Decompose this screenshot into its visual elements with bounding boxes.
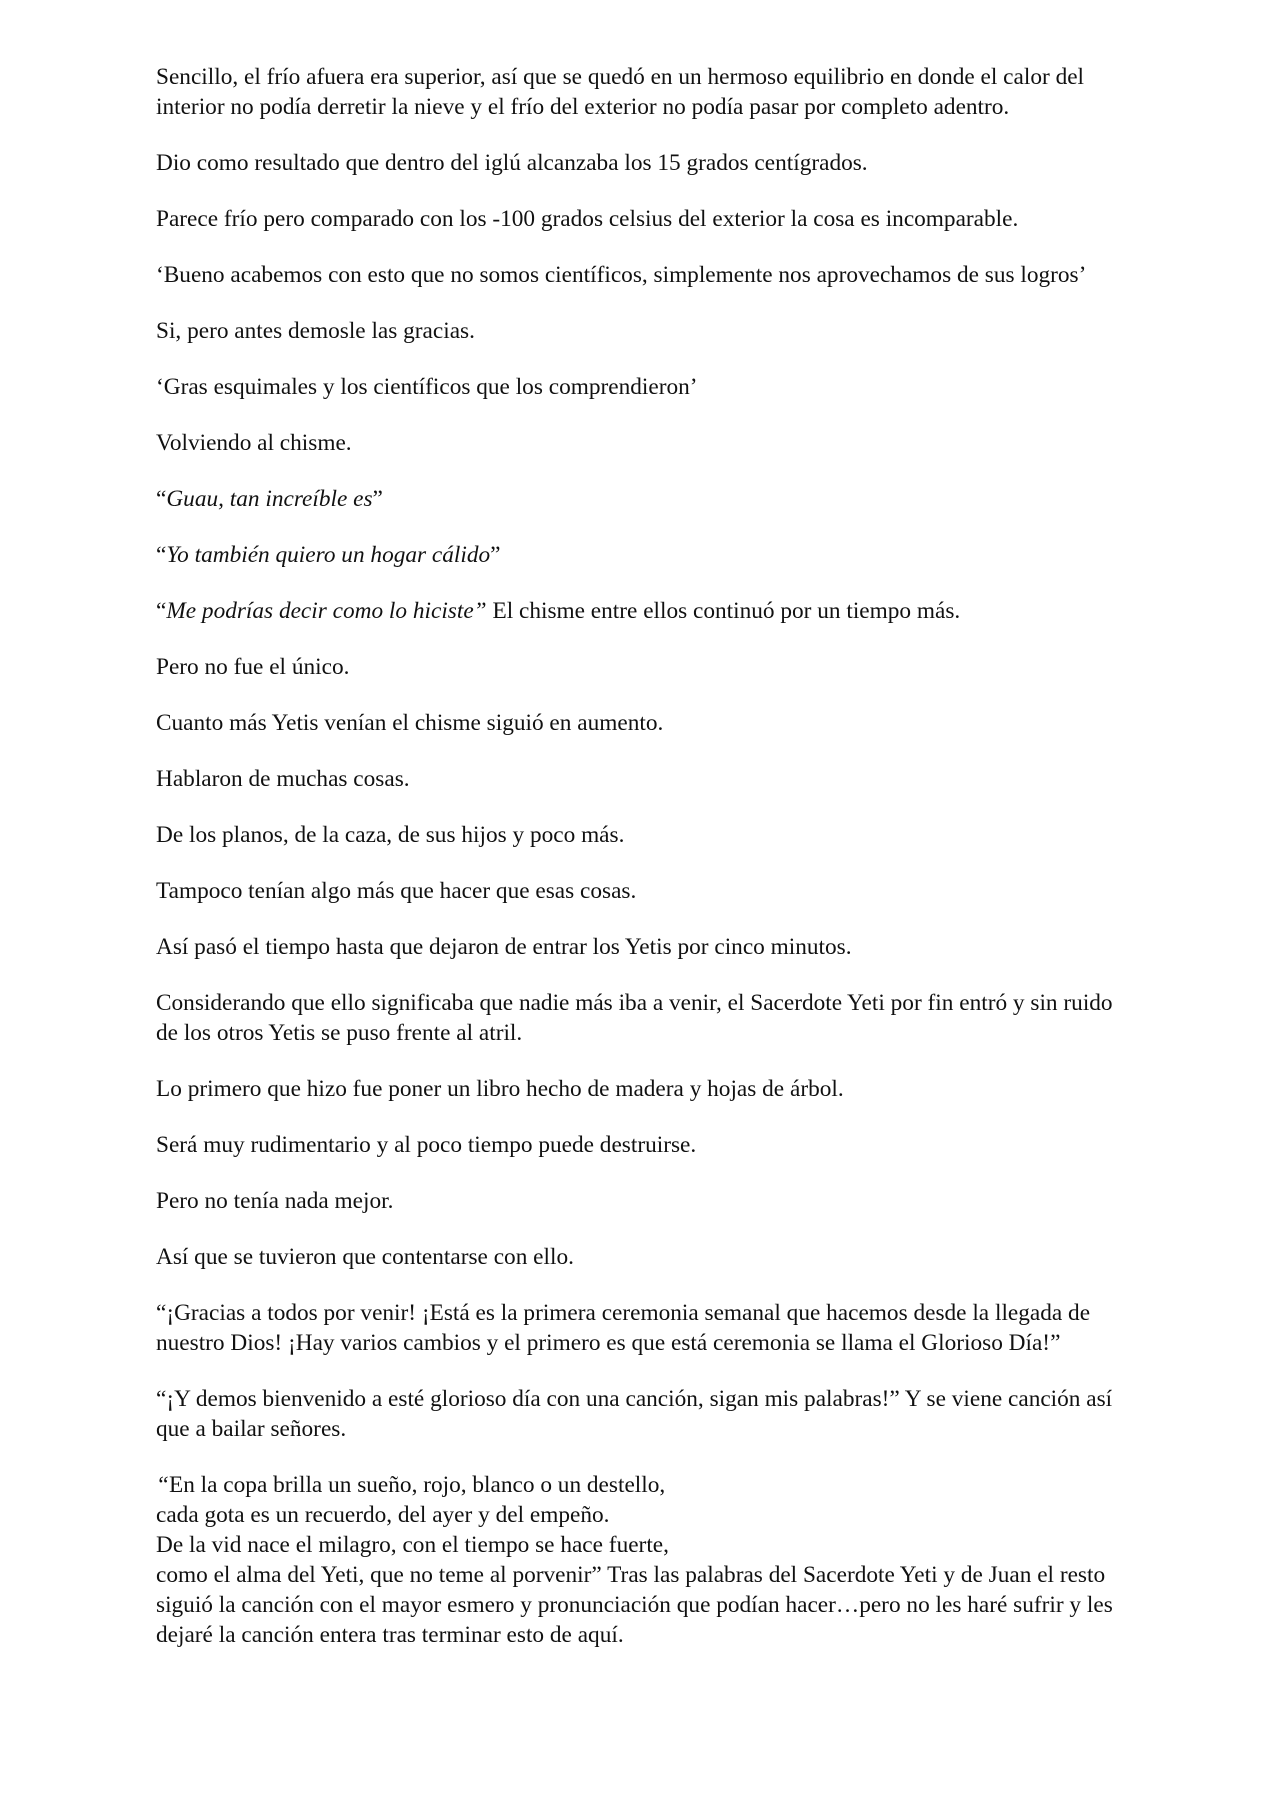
paragraph: “¡Gracias a todos por venir! ¡Está es la primera ceremonia semanal que hacemos desde la llegada de nuestro Dios! ¡Hay varios cambios y el primero es que está ceremonia se llama el Glorioso Día!” xyxy=(156,1300,1091,1356)
song-line: cada gota es un recuerdo, del ayer y del empeño. xyxy=(156,1502,610,1528)
close-quote: ” xyxy=(490,542,501,568)
song-line xyxy=(156,1470,1136,1500)
song-line-text: En la copa brilla un sueño, rojo, blanco o un destello, xyxy=(168,1472,666,1498)
paragraph: Dio como resultado que dentro del iglú alcanzaba los 15 grados centígrados. xyxy=(156,150,868,176)
open-quote: “ xyxy=(156,542,167,568)
paragraph: Si, pero antes demosle las gracias. xyxy=(156,318,475,344)
paragraph: Pero no fue el único. xyxy=(156,654,350,680)
dialogue-italic: Me podrías decir como lo hiciste” xyxy=(166,598,487,624)
song-line: De la vid nace el milagro, con el tiempo se hace fuerte, xyxy=(156,1532,669,1558)
song-line-with-narration: como el alma del Yeti, que no teme al porvenir” Tras las palabras del Sacerdote Yeti y de Juan el resto siguió la canción con el mayor esmero y pronunciación que podían hacer…pero no les haré sufrir y les dejaré la canción entera tras terminar esto de aquí. xyxy=(156,1562,1113,1648)
close-quote: ” xyxy=(372,486,383,512)
dialogue-paragraph xyxy=(156,484,1136,514)
paragraph: Así pasó el tiempo hasta que dejaron de entrar los Yetis por cinco minutos. xyxy=(156,934,852,960)
open-quote: “ xyxy=(156,486,167,512)
paragraph: Pero no tenía nada mejor. xyxy=(156,1188,394,1214)
paragraph: ‘Bueno acabemos con esto que no somos científicos, simplemente nos aprovechamos de sus logros’ xyxy=(156,262,1087,288)
paragraph: Así que se tuvieron que contentarse con ello. xyxy=(156,1244,574,1270)
paragraph: Lo primero que hizo fue poner un libro hecho de madera y hojas de árbol. xyxy=(156,1076,844,1102)
dialogue-paragraph xyxy=(156,540,1136,570)
paragraph: Será muy rudimentario y al poco tiempo puede destruirse. xyxy=(156,1132,697,1158)
paragraph: Tampoco tenían algo más que hacer que esas cosas. xyxy=(156,878,637,904)
paragraph: Parece frío pero comparado con los -100 grados celsius del exterior la cosa es incomparable. xyxy=(156,206,1019,232)
open-quote: “ xyxy=(156,598,167,624)
document-page xyxy=(156,62,1136,1650)
paragraph: De los planos, de la caza, de sus hijos y poco más. xyxy=(156,822,625,848)
paragraph: Sencillo, el frío afuera era superior, así que se quedó en un hermoso equilibrio en donde el calor del interior no podía derretir la nieve y el frío del exterior no podía pasar por completo adentro. xyxy=(156,64,1085,120)
dialogue-rest: El chisme entre ellos continuó por un tiempo más. xyxy=(486,598,961,624)
paragraph: ‘Gras esquimales y los científicos que los comprendieron’ xyxy=(156,374,698,400)
dialogue-italic: Yo también quiero un hogar cálido xyxy=(166,542,491,568)
paragraph: “¡Y demos bienvenido a esté glorioso día con una canción, sigan mis palabras!” Y se viene canción así que a bailar señores. xyxy=(156,1386,1113,1442)
song-open-quote: “ xyxy=(156,1472,169,1498)
dialogue-paragraph xyxy=(156,596,1136,626)
paragraph: Volviendo al chisme. xyxy=(156,430,352,456)
paragraph: Considerando que ello significaba que nadie más iba a venir, el Sacerdote Yeti por fin entró y sin ruido de los otros Yetis se puso frente al atril. xyxy=(156,990,1113,1046)
paragraph: Cuanto más Yetis venían el chisme siguió en aumento. xyxy=(156,710,664,736)
song-paragraph xyxy=(156,1470,1136,1650)
paragraph: Hablaron de muchas cosas. xyxy=(156,766,410,792)
dialogue-italic: Guau, tan increíble es xyxy=(166,486,373,512)
